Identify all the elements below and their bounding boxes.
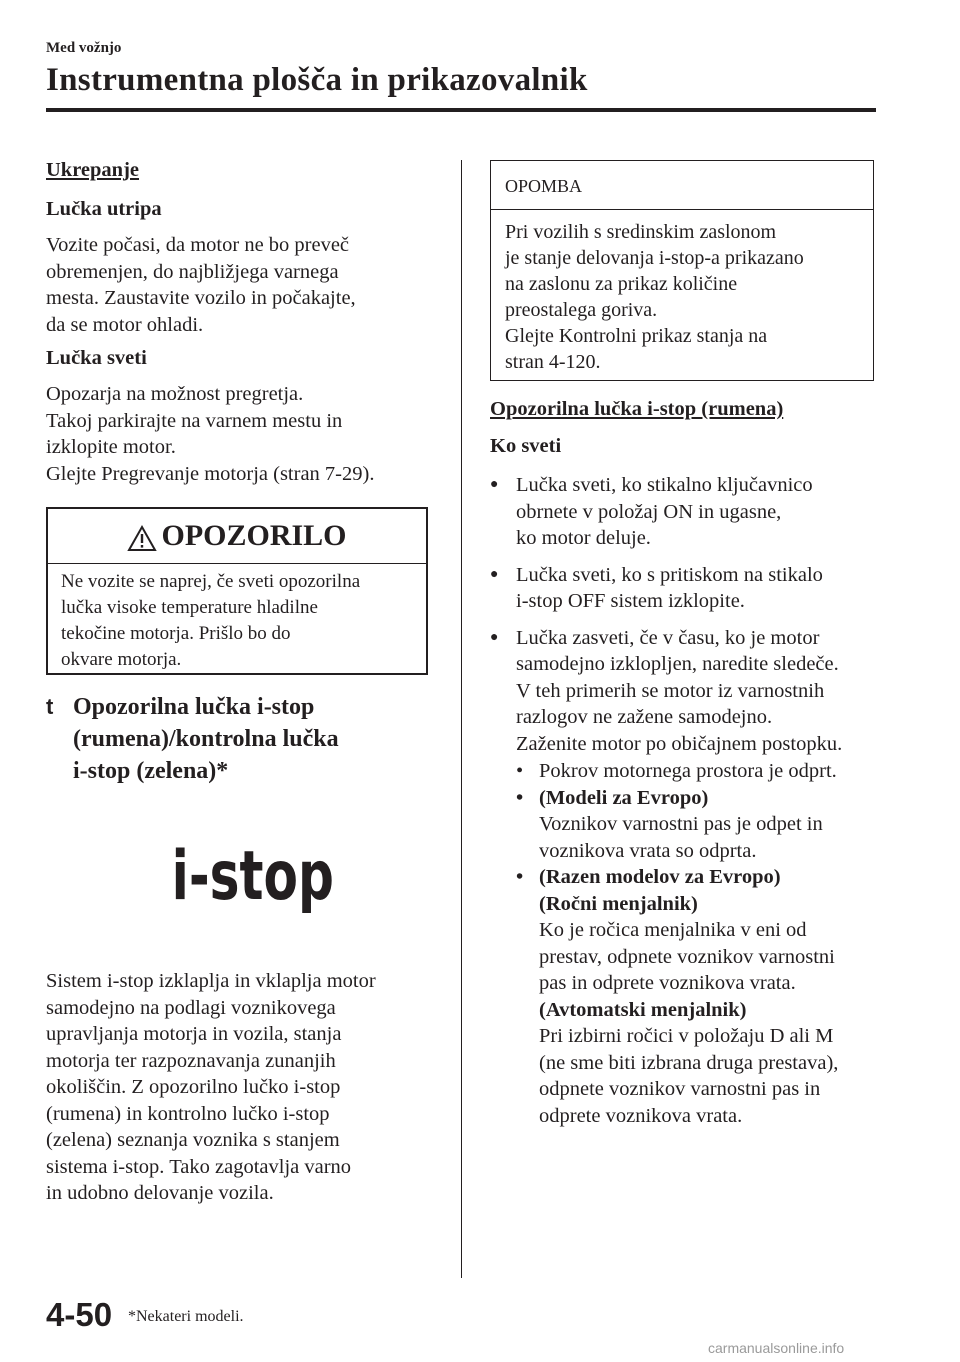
chapter-title: Instrumentna plošča in prikazovalnik — [46, 62, 588, 98]
sub-bullet-list — [516, 758, 876, 1129]
warning-title: OPOZORILO — [161, 519, 347, 552]
warning-header — [48, 519, 426, 553]
sub-list-item: • (Razen modelov za Evropo) (Ročni menjalnik) Ko je ročica menjalnika v eni od prestav, odpnete voznikov varnostni pas in odprete voznikova vrata. (Avtomatski menjalnik) Pri izbirni ročici v položaju D ali M (ne sme biti izbrana druga prestava), odpnete voznikov varnostni pas in odprete voznikova vrata. — [516, 864, 876, 1129]
blink-heading: Lučka utripa — [46, 198, 162, 220]
watermark[interactable]: carmanualsonline.info — [708, 1340, 845, 1356]
bullet-list — [490, 472, 875, 757]
list-item: ● Lučka zasveti, če v času, ko je motor samodejno izklopljen, naredite sledeče. V teh primerih se motor iz varnostnih razlogov ne zažene samodejno. Zaženite motor po običajnem postopku. — [490, 625, 875, 758]
section-heading: Opozorilna lučka i-stop (rumena)/kontrolna lučka i-stop (zelena)* — [73, 694, 339, 784]
note-divider — [491, 209, 873, 210]
list-item: ● Lučka sveti, ko s pritiskom na stikalo i-stop OFF sistem izklopite. — [490, 562, 875, 615]
istop-symbol-text: i-stop — [171, 835, 334, 916]
sub-bullet-icon: • — [516, 786, 524, 809]
description-text: Sistem i-stop izklaplja in vklaplja motor samodejno na podlagi voznikovega upravljanja motorja in vozila, stanja motorja ter razpoznavanja zunanjih okoliščin. Z opozorilno lučko i-stop (rumena) in kontrolno lučko i-stop (zelena) seznanja voznika s stanjem sistema i-stop. Tako zagotavlja varno in udobno delovanje vozila. — [46, 970, 376, 1204]
sub-list-item: • Pokrov motornega prostora je odprt. — [516, 758, 876, 785]
title-rule — [46, 108, 876, 112]
amber-light-heading: Opozorilna lučka i-stop (rumena) — [490, 398, 784, 420]
istop-indicator-icon — [170, 835, 334, 916]
page-number: 4-50 — [46, 1296, 113, 1333]
sub-bullet-icon: • — [516, 866, 524, 888]
warning-divider — [48, 563, 426, 564]
warning-box — [46, 507, 428, 675]
note-body: Pri vozilih s sredinskim zaslonom je stanje delovanja i-stop-a prikazano na zaslonu za prikaz količine preostalega goriva. Glejte Kontrolni prikaz stanja na stran 4-120. — [505, 221, 804, 373]
bullet-icon: ● — [490, 477, 499, 492]
list-item: ● Lučka sveti, ko stikalno ključavnico obrnete v položaj ON in ugasne, ko motor deluje. — [490, 472, 875, 552]
bullet-icon: ● — [490, 629, 499, 645]
sub-list-item: • (Modeli za Evropo) Voznikov varnostni pas je odpet in voznikova vrata so odprta. — [516, 785, 876, 865]
blink-text: Vozite počasi, da motor ne bo preveč obremenjen, do najbližjega varnega mesta. Zaustavite vozilo in počakajte, da se motor ohladi. — [46, 234, 356, 336]
when-lit-heading: Ko sveti — [490, 435, 562, 457]
footnote: *Nekateri modeli. — [128, 1308, 244, 1325]
warning-body: Ne vozite se naprej, če sveti opozorilna lučka visoke temperature hladilne tekočine motorja. Prišlo bo do okvare motorja. — [61, 571, 361, 670]
column-divider — [461, 160, 462, 1278]
note-box — [490, 160, 874, 381]
note-title: OPOMBA — [505, 176, 583, 196]
section-label: Med vožnjo — [46, 40, 122, 56]
warning-triangle-icon — [127, 525, 157, 552]
section-bullet: t — [46, 694, 54, 719]
sub-bullet-icon: • — [516, 760, 524, 782]
lit-text: Opozarja na možnost pregretja. Takoj parkirajte na varnem mestu in izklopite motor. Glejte Pregrevanje motorja (stran 7-29). — [46, 383, 375, 485]
lit-heading: Lučka sveti — [46, 347, 147, 369]
action-heading: Ukrepanje — [46, 159, 140, 181]
bullet-icon: ● — [490, 566, 499, 582]
